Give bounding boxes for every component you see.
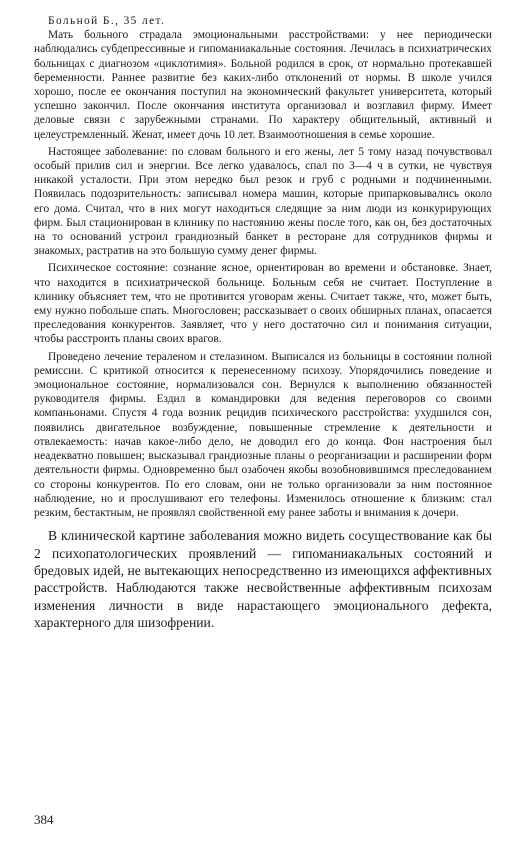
page-content [34,14,492,632]
case-report [34,14,492,520]
case-heading: Больной Б., 35 лет. [48,15,166,27]
page-number: 384 [34,812,54,827]
treatment-paragraph: Проведено лечение тераленом и стелазином. Выписался из больницы в состоянии полной ремиссии. С критикой относится к перенесенному психозу. Упорядочились поведение и эмоциональное состояние, нормализовался сон. Вернулся к выполнению обязанностей руководителя фирмы. Ездил в командировки для ведения переговоров со своими компаньонами. Спустя 4 года возник рецидив психического расстройства: ухудшился сон, появились двигательное возбуждение, повышенные стремление к деятельности и отвлекаемость: начав какое-либо дело, не доводил его до конца. Фон настроения был неадекватно повышен; высказывал грандиозные планы о реорганизации и расширении форм деятельности фирмы. Одновременно был озабочен якобы возобновившимся преследованием со стороны конкурентов. По его словам, они не только организовали за ним постоянное наблюдение, но и прослушивают его телефоны. Изменилось отношение к близким: стал резким, бестактным, не проявлял свойственной ему ранее заботы и внимания к дочери. [34,350,492,519]
conclusion-paragraph: В клинической картине заболевания можно видеть сосуществование как бы 2 психопатологических проявлений — гипоманиакальных состояний и бредовых идей, не вытекающих непосредственно из имеющихся аффективных расстройств. Наблюдаются также несвойственные аффективным психозам изменения личности в виде нарастающего эмоционального дефекта, характерного для шизофрении. [34,528,492,631]
anamnesis-paragraph: Мать больного страдала эмоциональными расстройствами: у нее периодически наблюдались субдепрессивные и гипоманиакальные состояния. Лечилась в психиатрических больницах с диагнозом «циклотимия». Больной родился в срок, от нормально протекавшей беременности. Раннее развитие без каких-либо отклонений от нормы. В школе учился хорошо, после ее окончания поступил на экономический факультет университета, который успешно закончил. После окончания института организовал и возглавил фирму. Имеет деловые связи с зарубежными странами. По характеру общительный, активный и целеустремленный. Женат, имеет дочь 10 лет. Взаимоотношения в семье хорошие. [34,29,492,141]
conclusion-block [34,527,492,631]
mental-status-paragraph: Психическое состояние: сознание ясное, ориентирован во времени и обстановке. Знает, что находится в психиатрической больнице. Больным себя не считает. Поступление в клинику объясняет тем, что не противится уговорам жены. Считает также, что, может быть, ему нужно побольше спать. Многословен; рассказывает о своих обширных планах, опасается преследования конкурентов. Заявляет, что у него достаточно сил и понимания ситуации, чтобы расстроить планы своих врагов. [34,262,492,346]
present-illness-paragraph: Настоящее заболевание: по словам больного и его жены, лет 5 тому назад почувствовал особый прилив сил и энергии. Все легко удавалось, спал по 3—4 ч в сутки, не чувствуя никакой усталости. При этом нередко был резок и груб с родными и подчиненными. Появилась подозрительность: записывал номера машин, которые припарковывались около его дома. Считал, что в них могут находиться следящие за ним люди из конкурирующих фирм. Был стационирован в клинику по настоянию жены после того, как он, без достаточных на то оснований устроил грандиозный банкет в ресторане для сотрудников фирмы и знакомых, растратив на это большую сумму денег фирмы. [34,145,492,258]
